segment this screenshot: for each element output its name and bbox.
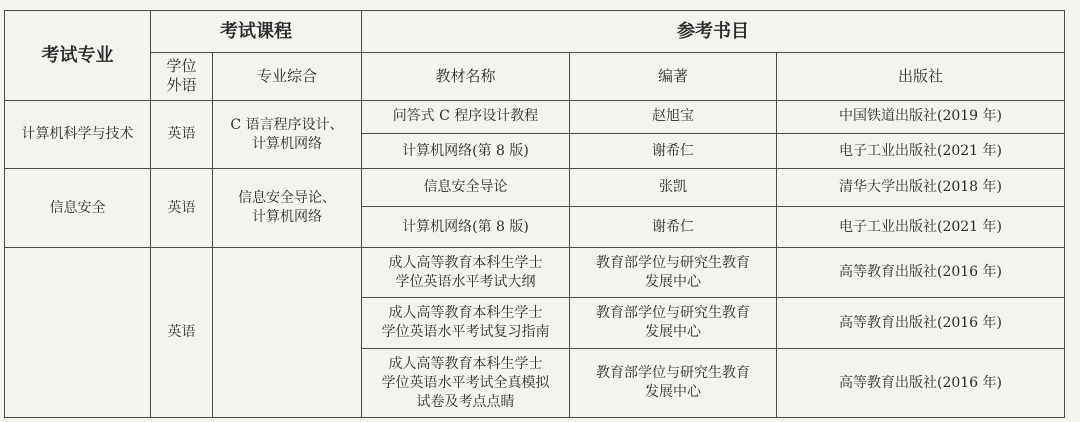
comp-cell: C 语言程序设计、 计算机网络: [213, 100, 362, 169]
publisher-cell: 高等教育出版社(2016 年): [777, 248, 1065, 298]
comp-cell: [213, 248, 362, 418]
header-row-2: [5, 52, 1065, 100]
table-row: [5, 100, 1065, 133]
header-comprehensive: 专业综合: [213, 52, 362, 100]
author-cell: 谢希仁: [570, 133, 777, 169]
book-name-cell: 计算机网络(第 8 版): [362, 133, 570, 169]
author-cell: 谢希仁: [570, 207, 777, 248]
book-name-cell: 问答式 C 程序设计教程: [362, 100, 570, 133]
author-cell: 教育部学位与研究生教育 发展中心: [570, 248, 777, 298]
table-row: [5, 248, 1065, 298]
publisher-cell: 高等教育出版社(2016 年): [777, 349, 1065, 418]
author-cell: 教育部学位与研究生教育 发展中心: [570, 298, 777, 349]
book-name-cell: 信息安全导论: [362, 169, 570, 207]
exam-reference-table: [4, 10, 1065, 418]
book-name-cell: 计算机网络(第 8 版): [362, 207, 570, 248]
lang-cell: 英语: [151, 169, 213, 248]
major-cell: 计算机科学与技术: [5, 100, 151, 169]
author-cell: 教育部学位与研究生教育 发展中心: [570, 349, 777, 418]
header-books: 参考书目: [362, 11, 1065, 53]
header-foreign-lang: 学位 外语: [151, 52, 213, 100]
author-cell: 张凯: [570, 169, 777, 207]
publisher-cell: 中国铁道出版社(2019 年): [777, 100, 1065, 133]
book-name-cell: 成人高等教育本科生学士 学位英语水平考试大纲: [362, 248, 570, 298]
lang-cell: 英语: [151, 100, 213, 169]
header-author: 编著: [570, 52, 777, 100]
publisher-cell: 电子工业出版社(2021 年): [777, 207, 1065, 248]
book-name-cell: 成人高等教育本科生学士 学位英语水平考试复习指南: [362, 298, 570, 349]
header-publisher: 出版社: [777, 52, 1065, 100]
header-book-name: 教材名称: [362, 52, 570, 100]
book-name-cell: 成人高等教育本科生学士 学位英语水平考试全真模拟 试卷及考点点睛: [362, 349, 570, 418]
comp-cell: 信息安全导论、 计算机网络: [213, 169, 362, 248]
lang-cell: 英语: [151, 248, 213, 418]
header-courses: 考试课程: [151, 11, 362, 53]
publisher-cell: 高等教育出版社(2016 年): [777, 298, 1065, 349]
publisher-cell: 清华大学出版社(2018 年): [777, 169, 1065, 207]
publisher-cell: 电子工业出版社(2021 年): [777, 133, 1065, 169]
table-row: [5, 169, 1065, 207]
major-cell: [5, 248, 151, 418]
header-row-1: [5, 11, 1065, 53]
header-major: 考试专业: [5, 11, 151, 101]
author-cell: 赵旭宝: [570, 100, 777, 133]
major-cell: 信息安全: [5, 169, 151, 248]
